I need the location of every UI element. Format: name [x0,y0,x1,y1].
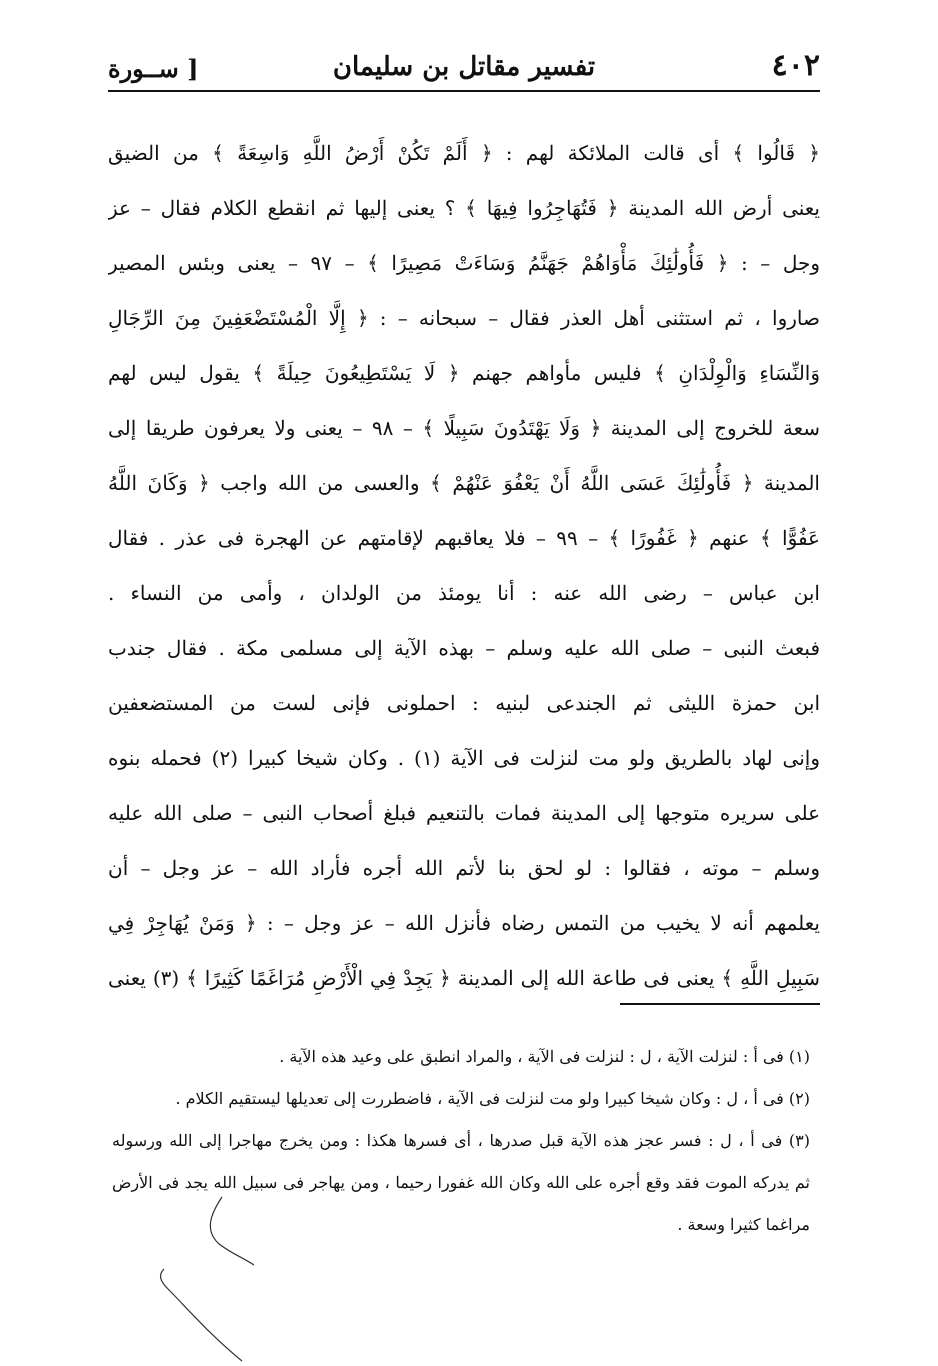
text-line: المدينة ﴿ فَأُولَٰئِكَ عَسَى اللَّهُ أَنْ يَعْفُوَ عَنْهُمْ ﴾ والعسى من الله واجب ﴿ وَكَانَ اللَّهُ [108,471,820,495]
footnote-1: (١) فى أ : لنزلت الآية ، ل : لنزلت فى الآية ، والمراد انطبق على وعيد هذه الآية . [279,1047,810,1066]
footnote-separator [620,1003,820,1005]
footnote-3-end: مراغما كثيرا وسعة . [677,1215,810,1234]
text-line: سَبِيلِ اللَّهِ ﴾ يعنى فى طاعة الله إلى المدينة ﴿ يَجِدْ فِي الْأَرْضِ مُرَاغَمًا كَثِيرًا ﴾ (٣) يعنى [108,966,820,990]
text-line: وجل – : ﴿ فَأُولَٰئِكَ مَأْوَاهُمْ جَهَنَّمُ وَسَاءَتْ مَصِيرًا ﴾ – ٩٧ – يعنى وبئس المصير [108,251,820,275]
header-rule [108,90,820,92]
book-title: تفسير مقاتل بن سليمان [332,52,596,82]
text-line: يعنى أرض الله المدينة ﴿ فَتُهَاجِرُوا فِيهَا ﴾ ؟ يعنى إليها ثم انقطع الكلام فقال – عز [108,196,820,220]
text-line: يعلمهم أنه لا يخيب من التمس رضاه فأنزل الله – عز وجل – : ﴿ وَمَنْ يُهَاجِرْ فِي [108,911,820,935]
main-text [108,126,820,1006]
text-line: ﴿ قَالُوا ﴾ أى قالت الملائكة لهم : ﴿ أَلَمْ تَكُنْ أَرْضُ اللَّهِ وَاسِعَةً ﴾ من الضيق [108,141,820,165]
surah-label: [ ســورة [108,54,199,83]
footnote-3-continued: ثم يدركه الموت فقد وقع أجره على الله وكان الله غفورا رحيما ، ومن يهاجر فى سبيل الله يجد فى الأرض [112,1173,810,1192]
footnote-3: (٣) فى أ ، ل : فسر عجز هذه الآية قبل صدرها ، أى فسرها هكذا : ومن يخرج مهاجرا إلى الله ورسوله [112,1131,810,1150]
footnote-2: (٢) فى أ ، ل : وكان شيخا كبيرا ولو مت لنزلت فى الآية ، فاضطررت إلى تعديلها ليستقيم الكلام . [175,1089,810,1108]
text-line: صاروا ، ثم استثنى أهل العذر فقال – سبحانه – : ﴿ إِلَّا الْمُسْتَضْعَفِينَ مِنَ الرِّجَالِ [108,306,820,330]
text-line: وَالنِّسَاءِ وَالْوِلْدَانِ ﴾ فليس مأواهم جهنم ﴿ لَا يَسْتَطِيعُونَ حِيلَةً ﴾ يقول ليس لهم [108,361,820,385]
page-number: ٤٠٢ [771,48,820,83]
text-line: وسلم – موته ، فقالوا : لو لحق بنا لأتم الله أجره فأراد الله – عز وجل – أن [108,856,820,880]
text-line: سعة للخروج إلى المدينة ﴿ وَلَا يَهْتَدُونَ سَبِيلًا ﴾ – ٩٨ – يعنى ولا يعرفون طريقا إلى [108,416,820,440]
text-line: ابن حمزة الليثى ثم الجندعى لبنيه : احملونى فإنى لست من المستضعفين [108,691,820,715]
text-line: على سريره متوجها إلى المدينة فمات بالتنعيم فبلغ أصحاب النبى – صلى الله عليه [108,801,820,825]
text-line: ابن عباس – رضى الله عنه : أنا يومئذ من الولدان ، وأمى من النساء . [108,581,820,605]
text-line: وإنى لهاد بالطريق ولو مت لنزلت فى الآية (١) . وكان شيخا كبيرا (٢) فحمله بنوه [108,746,820,770]
text-line: فبعث النبى – صلى الله عليه وسلم – بهذه الآية إلى مسلمى مكة . فقال جندب [108,636,820,660]
pen-mark [150,1195,260,1365]
text-line: عَفُوًّا ﴾ عنهم ﴿ غَفُورًا ﴾ – ٩٩ – فلا يعاقبهم لإقامتهم عن الهجرة فى عذر . فقال [108,526,820,550]
running-header [108,48,820,88]
